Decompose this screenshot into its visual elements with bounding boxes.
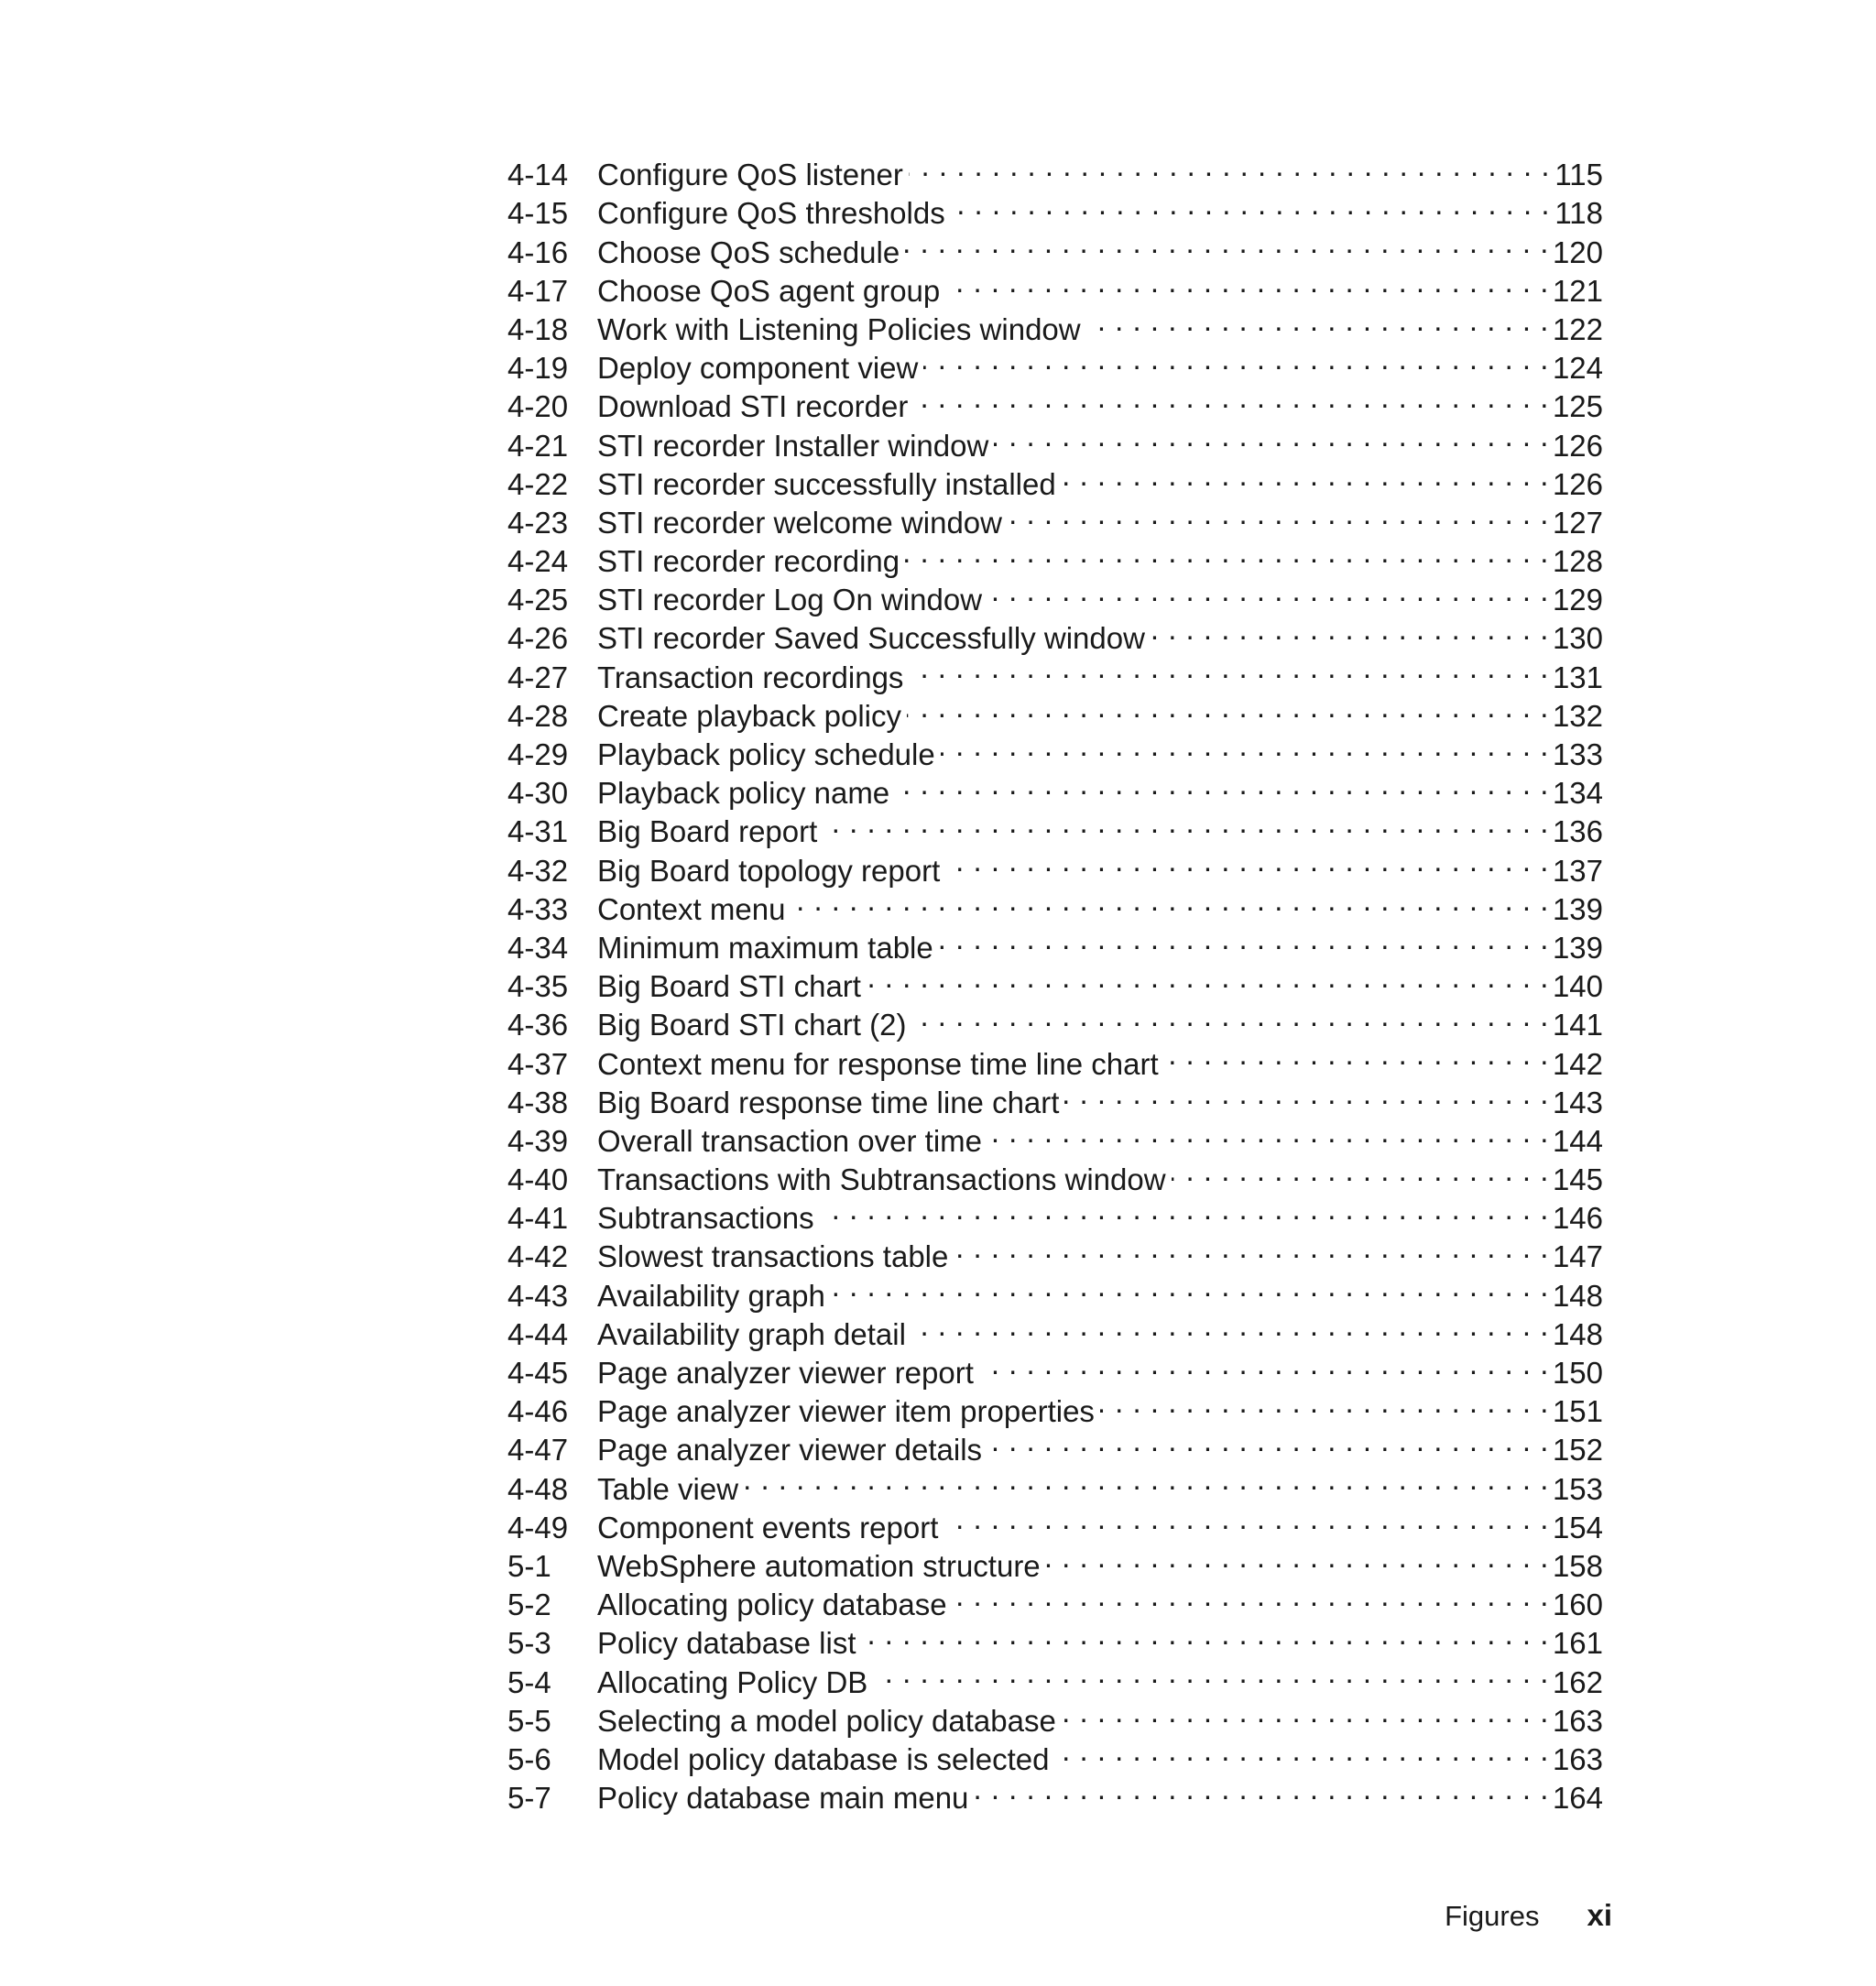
figure-page-number: 118	[1554, 196, 1603, 231]
dot-leader	[1164, 1035, 1549, 1074]
figure-page-number: 151	[1552, 1394, 1603, 1429]
figure-number: 4-21	[507, 428, 569, 463]
figure-title: Subtransactions	[597, 1201, 814, 1236]
dot-leader	[1151, 610, 1549, 649]
figure-page-number: 131	[1552, 660, 1603, 694]
figure-page-number: 143	[1552, 1085, 1603, 1119]
figure-title: STI recorder successfully installed	[597, 466, 1056, 501]
dot-leader	[987, 572, 1549, 610]
figure-number: 4-48	[507, 1471, 569, 1506]
figure-number: 4-28	[507, 698, 569, 733]
figure-number: 5-3	[507, 1626, 551, 1661]
dot-leader	[911, 1306, 1549, 1345]
dot-leader	[1172, 1151, 1549, 1190]
figure-page-number: 120	[1552, 235, 1603, 269]
figure-number: 4-29	[507, 737, 569, 771]
dot-leader	[951, 185, 1550, 224]
figure-number: 4-38	[507, 1085, 569, 1119]
figure-title: Selecting a model policy database	[597, 1703, 1056, 1738]
figure-title: Allocating policy database	[597, 1588, 947, 1622]
figure-number: 4-33	[507, 891, 569, 926]
figure-page-number: 163	[1552, 1703, 1603, 1738]
figure-title: Policy database list	[597, 1626, 856, 1661]
figure-number: 4-43	[507, 1278, 569, 1313]
figure-page-number: 130	[1552, 621, 1603, 656]
dot-leader	[1046, 1538, 1549, 1577]
figure-page-number: 153	[1552, 1471, 1603, 1506]
figure-title: Deploy component view	[597, 351, 919, 386]
figure-title: Big Board STI chart (2)	[597, 1008, 907, 1042]
figure-number: 4-45	[507, 1356, 569, 1390]
dot-leader	[873, 1653, 1549, 1692]
figure-title: Availability graph detail	[597, 1316, 906, 1351]
figure-title: Big Board STI chart	[597, 969, 861, 1004]
figure-title: Table view	[597, 1471, 739, 1506]
figure-number: 4-44	[507, 1316, 569, 1351]
dot-leader	[941, 726, 1549, 765]
dot-leader	[1062, 456, 1549, 495]
figure-title: Policy database main menu	[597, 1781, 969, 1816]
figure-page-number: 134	[1552, 776, 1603, 811]
dot-leader	[905, 224, 1549, 262]
figure-title: Allocating Policy DB	[597, 1664, 868, 1699]
figure-number: 4-27	[507, 660, 569, 694]
figure-number: 4-14	[507, 158, 569, 192]
figure-number: 4-22	[507, 466, 569, 501]
figure-number: 4-41	[507, 1201, 569, 1236]
dot-leader	[954, 1228, 1549, 1267]
figure-page-number: 163	[1552, 1741, 1603, 1776]
figure-title: Playback policy schedule	[597, 737, 935, 771]
dot-leader	[823, 803, 1549, 842]
figure-page-number: 147	[1552, 1239, 1603, 1274]
dot-leader	[945, 263, 1549, 301]
figure-page-number: 124	[1552, 351, 1603, 386]
figure-number: 4-17	[507, 273, 569, 308]
dot-leader	[923, 340, 1549, 378]
figure-page-number: 115	[1554, 158, 1603, 192]
figure-number: 4-16	[507, 235, 569, 269]
page-footer	[1374, 1898, 1612, 1933]
dot-leader	[939, 920, 1549, 958]
figure-page-number: 129	[1552, 583, 1603, 617]
dot-leader	[791, 881, 1548, 920]
dot-leader	[979, 1345, 1549, 1383]
dot-leader	[943, 1500, 1549, 1538]
dot-leader	[907, 688, 1549, 726]
dot-leader	[909, 147, 1550, 185]
figure-page-number: 162	[1552, 1664, 1603, 1699]
dot-leader	[987, 1113, 1549, 1151]
figure-page-number: 154	[1552, 1510, 1603, 1544]
figure-number: 5-5	[507, 1703, 551, 1738]
figure-number: 4-49	[507, 1510, 569, 1544]
figure-page-number: 126	[1552, 428, 1603, 463]
figure-number: 4-23	[507, 505, 569, 540]
figure-page-number: 161	[1552, 1626, 1603, 1661]
figure-title: Page analyzer viewer details	[597, 1433, 983, 1468]
figure-title: Transactions with Subtransactions window	[597, 1162, 1166, 1197]
dot-leader	[1086, 301, 1549, 340]
figure-title: Component events report	[597, 1510, 939, 1544]
figure-title: Playback policy name	[597, 776, 890, 811]
figure-title: Download STI recorder	[597, 389, 909, 424]
figure-number: 4-35	[507, 969, 569, 1004]
figure-page-number: 150	[1552, 1356, 1603, 1390]
dot-leader	[831, 1267, 1549, 1305]
figure-title: Choose QoS agent group	[597, 273, 941, 308]
figure-title: Big Board response time line chart	[597, 1085, 1060, 1119]
figure-number: 5-2	[507, 1588, 551, 1622]
figure-page-number: 148	[1552, 1316, 1603, 1351]
figure-number: 4-42	[507, 1239, 569, 1274]
figure-number: 4-40	[507, 1162, 569, 1197]
figure-title: STI recorder welcome window	[597, 505, 1002, 540]
figure-number: 4-47	[507, 1433, 569, 1468]
figure-title: STI recorder Log On window	[597, 583, 983, 617]
figure-number: 4-36	[507, 1008, 569, 1042]
figure-title: Big Board topology report	[597, 853, 941, 888]
dot-leader	[911, 997, 1548, 1035]
figure-page-number: 126	[1552, 466, 1603, 501]
figure-title: Page analyzer viewer report	[597, 1356, 974, 1390]
figure-page-number: 152	[1552, 1433, 1603, 1468]
figure-number: 4-32	[507, 853, 569, 888]
figure-title: Work with Listening Policies window	[597, 311, 1081, 346]
figure-title: Configure QoS thresholds	[597, 196, 945, 231]
dot-leader	[913, 378, 1549, 417]
dot-leader	[1008, 495, 1549, 533]
figure-page-number: 145	[1552, 1162, 1603, 1197]
figure-page-number: 122	[1552, 311, 1603, 346]
dot-leader	[744, 1460, 1549, 1499]
figure-number: 4-24	[507, 544, 569, 579]
figure-page-number: 132	[1552, 698, 1603, 733]
figure-page-number: 136	[1552, 814, 1603, 849]
figure-title: Availability graph	[597, 1278, 825, 1313]
figure-title: Page analyzer viewer item properties	[597, 1394, 1095, 1429]
figure-title: Choose QoS schedule	[597, 235, 900, 269]
figure-title: Create playback policy	[597, 698, 901, 733]
figure-number: 4-31	[507, 814, 569, 849]
figure-title: Context menu	[597, 891, 786, 926]
figure-number: 4-34	[507, 930, 569, 965]
figure-page-number: 158	[1552, 1548, 1603, 1583]
figure-number: 4-26	[507, 621, 569, 656]
dot-leader	[1054, 1731, 1548, 1770]
dot-leader	[867, 958, 1549, 997]
figure-page-number: 160	[1552, 1588, 1603, 1622]
figure-title: Transaction recordings	[597, 660, 904, 694]
figure-title: STI recorder Installer window	[597, 428, 989, 463]
footer-section-label: Figures	[1445, 1900, 1540, 1932]
figure-title: STI recorder Saved Successfully window	[597, 621, 1145, 656]
figure-number: 4-37	[507, 1046, 569, 1081]
figure-page-number: 133	[1552, 737, 1603, 771]
figure-page-number: 140	[1552, 969, 1603, 1004]
footer-page-number: xi	[1587, 1898, 1612, 1932]
dot-leader	[905, 533, 1549, 572]
dot-leader	[820, 1190, 1549, 1228]
figure-page-number: 141	[1552, 1008, 1603, 1042]
figure-number: 5-7	[507, 1781, 551, 1816]
figure-number: 5-1	[507, 1548, 551, 1583]
figure-title: Minimum maximum table	[597, 930, 933, 965]
figure-number: 4-25	[507, 583, 569, 617]
figure-number: 4-30	[507, 776, 569, 811]
figure-page-number: 164	[1552, 1781, 1603, 1816]
figure-page-number: 144	[1552, 1123, 1603, 1158]
figure-title: Big Board report	[597, 814, 818, 849]
list-of-figures	[507, 147, 1603, 1816]
dot-leader	[974, 1770, 1549, 1808]
figure-title: STI recorder recording	[597, 544, 900, 579]
figure-number: 4-39	[507, 1123, 569, 1158]
figure-page-number: 139	[1552, 891, 1603, 926]
figure-title: Context menu for response time line chart	[597, 1046, 1159, 1081]
figure-page-number: 125	[1552, 389, 1603, 424]
dot-leader	[987, 1422, 1549, 1460]
figure-number: 5-4	[507, 1664, 551, 1699]
toc-entry[interactable]	[507, 147, 1603, 192]
dot-leader	[1064, 1075, 1549, 1113]
figure-title: Model policy database is selected	[597, 1741, 1050, 1776]
figure-title: Overall transaction over time	[597, 1123, 982, 1158]
dot-leader	[1100, 1383, 1549, 1422]
dot-leader	[1062, 1693, 1549, 1731]
figure-number: 4-15	[507, 196, 569, 231]
dot-leader	[895, 765, 1549, 803]
figure-number: 4-20	[507, 389, 569, 424]
figure-number: 4-18	[507, 311, 569, 346]
figure-title: Configure QoS listener	[597, 158, 903, 192]
figure-page-number: 146	[1552, 1201, 1603, 1236]
dot-leader	[953, 1577, 1549, 1615]
figure-number: 5-6	[507, 1741, 551, 1776]
figure-page-number: 127	[1552, 505, 1603, 540]
dot-leader	[945, 842, 1549, 880]
figure-number: 4-46	[507, 1394, 569, 1429]
figure-page-number: 139	[1552, 930, 1603, 965]
figure-page-number: 128	[1552, 544, 1603, 579]
figure-page-number: 121	[1552, 273, 1603, 308]
figure-title: Slowest transactions table	[597, 1239, 949, 1274]
dot-leader	[861, 1615, 1548, 1653]
dot-leader	[994, 417, 1549, 455]
figure-number: 4-19	[507, 351, 569, 386]
figure-page-number: 142	[1552, 1046, 1603, 1081]
dot-leader	[909, 649, 1549, 687]
figure-page-number: 148	[1552, 1278, 1603, 1313]
figure-page-number: 137	[1552, 853, 1603, 888]
figure-title: WebSphere automation structure	[597, 1548, 1041, 1583]
